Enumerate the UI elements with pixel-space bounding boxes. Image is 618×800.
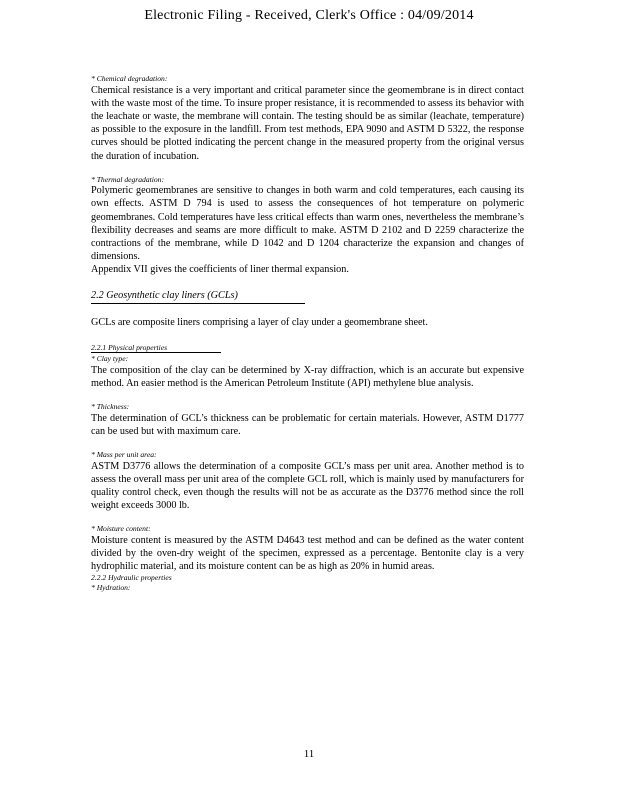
moisture-content-paragraph: Moisture content is measured by the ASTM D4643 test method and can be defined as the water content divided by the oven-dry weight of the specimen, expressed as a percentage. Bentonite clay is a very hydrophilic material, and its moisture content can be as high as 20% in humid areas. [91, 534, 524, 573]
thermal-degradation-label: * Thermal degradation: [91, 174, 164, 184]
chemical-degradation-paragraph: Chemical resistance is a very important and critical parameter since the geomembrane is in direct contact with the waste most of the time. To insure proper resistance, it is recommended to assess its behavior with the leachate or waste, the membrane will contain. The testing should be as similar (leachate, temperature) as possible to the exposure in the landfill. From test methods, EPA 9090 and ASTM D 5322, the response curves should be plotted indicating the percent change in the measured property from the original versus the duration of incubation. [91, 84, 524, 162]
clay-type-label: * Clay type: [91, 354, 129, 364]
subsection-title-physical: 2.2.1 Physical properties [91, 343, 221, 353]
page-content [91, 74, 524, 592]
mass-per-area-label: * Mass per unit area: [91, 450, 157, 460]
thermal-appendix-note: Appendix VII gives the coefficients of liner thermal expansion. [91, 264, 349, 276]
thickness-paragraph: The determination of GCL’s thickness can be problematic for certain materials. However, ASTM D1777 can be used but with maximum care. [91, 412, 524, 437]
hydration-label: * Hydration: [91, 582, 131, 592]
section-title-gcl: 2.2 Geosynthetic clay liners (GCLs) [91, 289, 305, 304]
filing-header: Electronic Filing - Received, Clerk's Office : 04/09/2014 [144, 8, 474, 23]
clay-type-paragraph: The composition of the clay can be determined by X-ray diffraction, which is an accurate but expensive method. An easier method is the American Petroleum Institute (API) methylene blue analysis. [91, 364, 524, 389]
thickness-label: * Thickness: [91, 402, 130, 412]
moisture-content-label: * Moisture content: [91, 524, 151, 534]
chemical-degradation-label: * Chemical degradation: [91, 74, 168, 83]
mass-per-area-paragraph: ASTM D3776 allows the determination of a composite GCL’s mass per unit area. Another method is to assess the overall mass per unit area of the complete GCL roll, which is mainly used by manufacturers for quality control check, even though the results will not be as accurate as the D3776 method since the roll weight exceeds 3000 lb. [91, 460, 524, 512]
gcl-intro-paragraph: GCLs are composite liners comprising a layer of clay under a geomembrane sheet. [91, 316, 428, 328]
thermal-degradation-paragraph: Polymeric geomembranes are sensitive to changes in both warm and cold temperatures, each causing its own effects. ASTM D 794 is used to assess the consequences of hot temperature on polymeric geomembranes. Cold temperatures have less critical effects than warm ones, nevertheless the membrane’s flexibility decreases and seams are more difficult to make. ASTM D 2102 and D 2259 characterize the contractions of the membrane, while D 1042 and D 1204 characterize the expansion and changes of dimensions. [91, 185, 524, 263]
page-number: 11 [303, 748, 315, 760]
subsection-title-hydraulic: 2.2.2 Hydraulic properties [91, 573, 172, 583]
